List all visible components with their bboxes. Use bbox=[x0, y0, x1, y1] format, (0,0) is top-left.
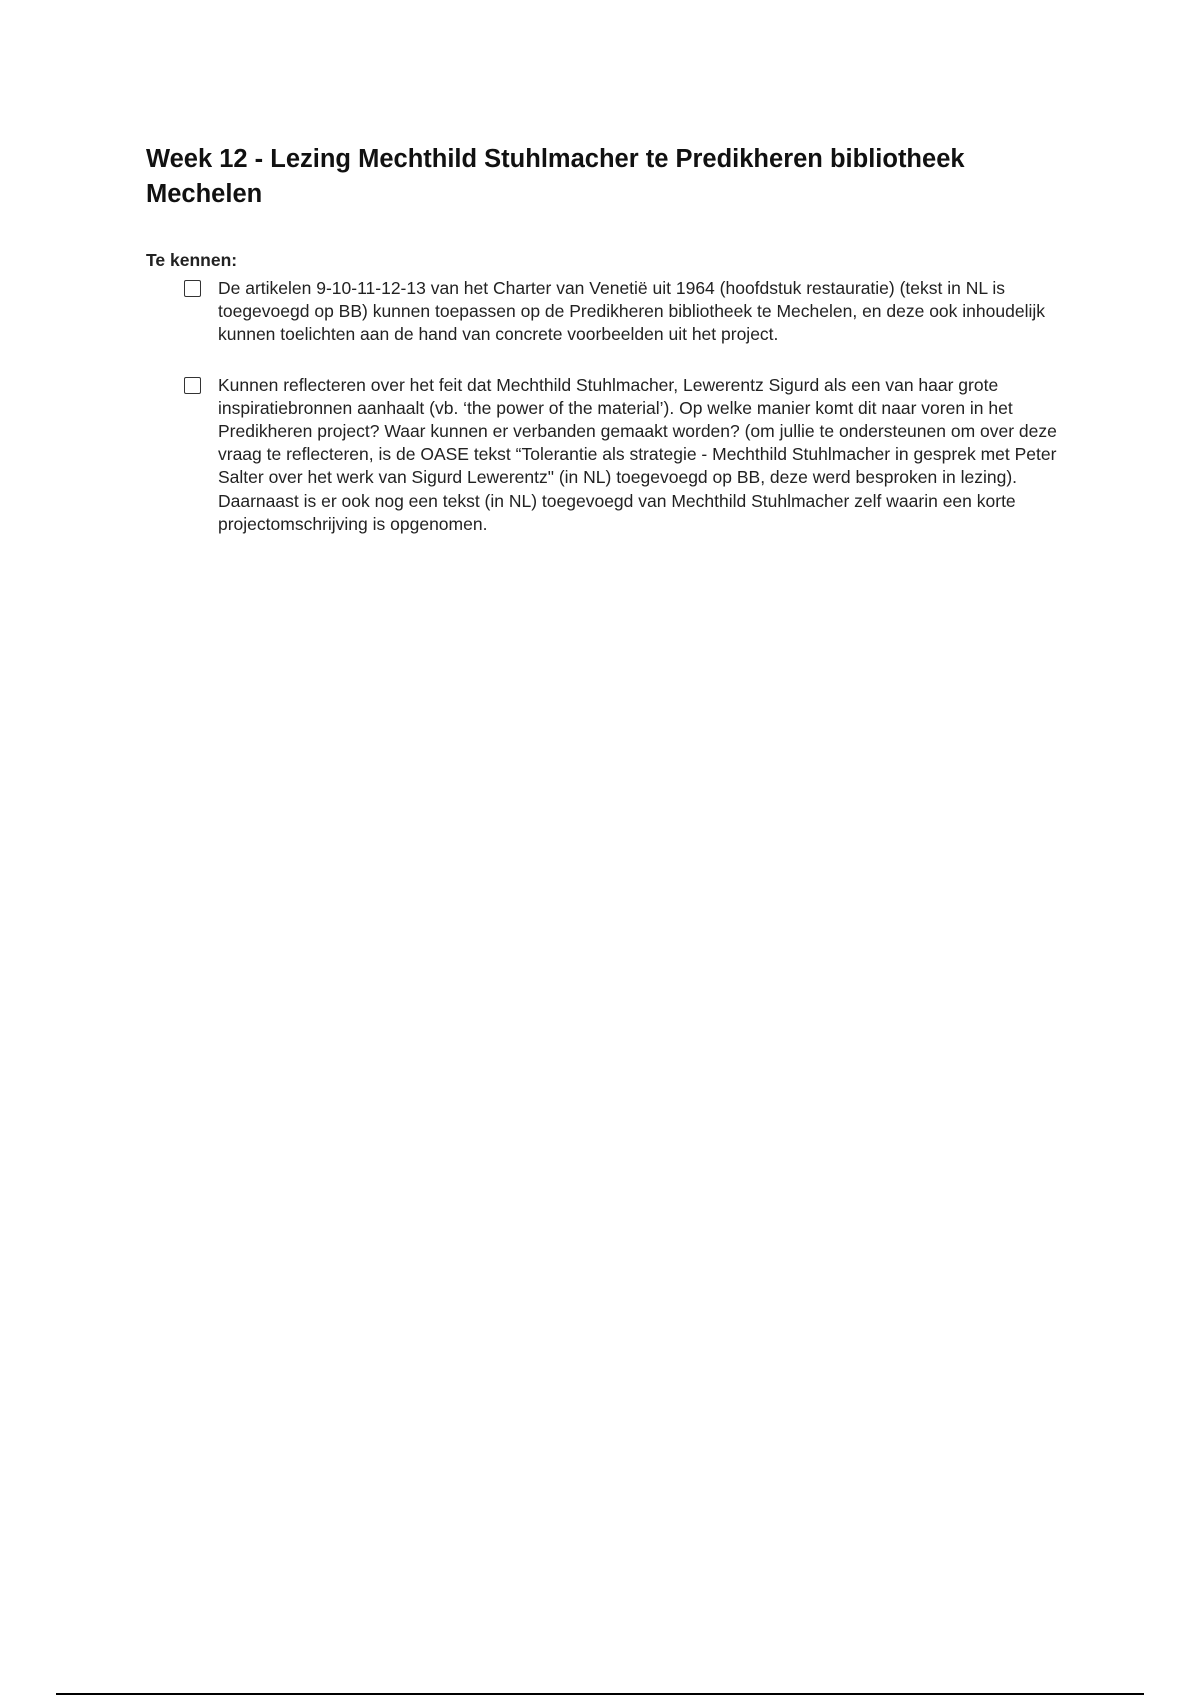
checkbox-icon[interactable] bbox=[184, 377, 201, 394]
page-title: Week 12 - Lezing Mechthild Stuhlmacher te Predikheren bibliotheek Mechelen bbox=[146, 145, 965, 208]
footer-divider bbox=[56, 1693, 1144, 1695]
checklist-item bbox=[184, 277, 1069, 347]
checklist-item-text: De artikelen 9-10-11-12-13 van het Charter van Venetië uit 1964 (hoofdstuk restauratie) (tekst in NL is toegevoegd op BB) kunnen toepassen op de Predikheren bibliotheek te Mechelen, en deze ook inhoudelijk kunnen toelichten aan de hand van concrete voorbeelden uit het project. bbox=[218, 278, 1045, 345]
checklist-item bbox=[184, 374, 1069, 536]
checkbox-icon[interactable] bbox=[184, 280, 201, 297]
checklist-item-text: Kunnen reflecteren over het feit dat Mechthild Stuhlmacher, Lewerentz Sigurd als een van haar grote inspiratiebronnen aanhaalt (vb. ‘the power of the material’). Op welke manier komt dit naar voren in het Predikheren project? Waar kunnen er verbanden gemaakt worden? (om jullie te ondersteunen om over deze vraag te reflecteren, is de OASE tekst “Tolerantie als strategie - Mechthild Stuhlmacher in gesprek met Peter Salter over het werk van Sigurd Lewerentz" (in NL) toegevoegd op BB, deze werd besproken in lezing). Daarnaast is er ook nog een tekst (in NL) toegevoegd van Mechthild Stuhlmacher zelf waarin een korte projectomschrijving is opgenomen. bbox=[218, 374, 1057, 534]
section-label: Te kennen: bbox=[146, 250, 238, 270]
checklist bbox=[184, 277, 1069, 536]
